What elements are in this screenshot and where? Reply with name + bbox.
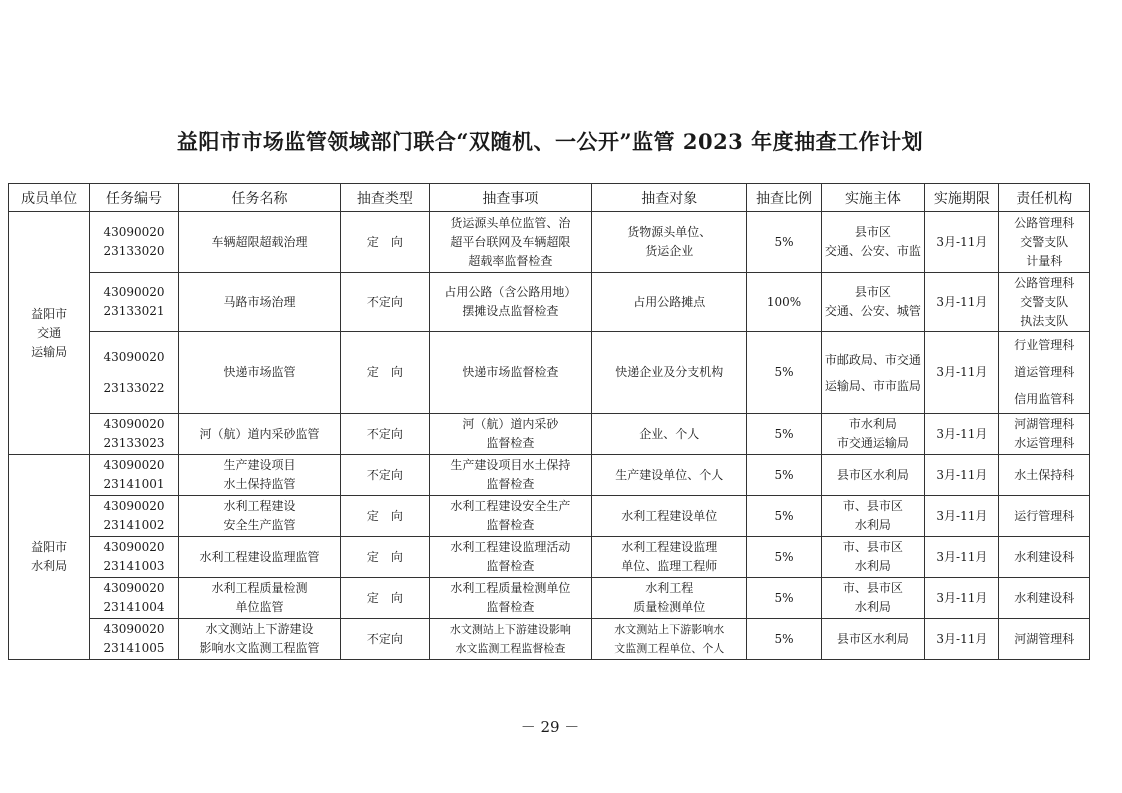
task-name: 马路市场治理: [178, 273, 341, 332]
responsible: 公路管理科 交警支队 计量科: [999, 212, 1090, 273]
period: 3月-11月: [925, 212, 999, 273]
check-type: 定 向: [341, 212, 429, 273]
check-type: 不定向: [341, 414, 429, 455]
task-name: 水文测站上下游建设 影响水文监测工程监管: [178, 619, 341, 660]
task-name: 水利工程建设监理监管: [178, 537, 341, 578]
task-code: 43090020 23141004: [90, 578, 178, 619]
check-item: 快递市场监督检查: [429, 332, 592, 414]
header-check-ratio: 抽查比例: [747, 184, 821, 212]
header-check-type: 抽查类型: [341, 184, 429, 212]
implementer: 市、县市区 水利局: [821, 496, 925, 537]
implementer: 县市区 交通、公安、城管: [821, 273, 925, 332]
check-ratio: 5%: [747, 414, 821, 455]
implementer: 县市区 交通、公安、市监: [821, 212, 925, 273]
check-type: 定 向: [341, 496, 429, 537]
check-ratio: 5%: [747, 332, 821, 414]
check-target: 生产建设单位、个人: [592, 455, 747, 496]
check-item: 货运源头单位监管、治 超平台联网及车辆超限 超载率监督检查: [429, 212, 592, 273]
check-type: 不定向: [341, 273, 429, 332]
task-name: 水利工程质量检测 单位监管: [178, 578, 341, 619]
check-item: 水利工程建设监理活动 监督检查: [429, 537, 592, 578]
check-ratio: 5%: [747, 212, 821, 273]
task-name: 生产建设项目 水土保持监管: [178, 455, 341, 496]
check-target: 水利工程 质量检测单位: [592, 578, 747, 619]
task-code: 43090020 23141002: [90, 496, 178, 537]
check-target: 水利工程建设单位: [592, 496, 747, 537]
check-target: 快递企业及分支机构: [592, 332, 747, 414]
check-type: 不定向: [341, 455, 429, 496]
header-member-unit: 成员单位: [9, 184, 90, 212]
implementer: 市邮政局、市交通 运输局、市市监局: [821, 332, 925, 414]
header-period: 实施期限: [925, 184, 999, 212]
check-type: 不定向: [341, 619, 429, 660]
header-check-item: 抽查事项: [429, 184, 592, 212]
responsible: 水土保持科: [999, 455, 1090, 496]
check-type: 定 向: [341, 537, 429, 578]
check-ratio: 5%: [747, 537, 821, 578]
period: 3月-11月: [925, 537, 999, 578]
check-item: 生产建设项目水土保持 监督检查: [429, 455, 592, 496]
task-code: 43090020 23133020: [90, 212, 178, 273]
period: 3月-11月: [925, 273, 999, 332]
implementer: 县市区水利局: [821, 619, 925, 660]
header-task-name: 任务名称: [178, 184, 341, 212]
task-name: 快递市场监管: [178, 332, 341, 414]
table-row: [9, 212, 1090, 273]
check-item: 河（航）道内采砂 监督检查: [429, 414, 592, 455]
responsible: 河湖管理科 水运管理科: [999, 414, 1090, 455]
member-unit-transport: 益阳市 交通 运输局: [9, 212, 90, 455]
member-unit-water: 益阳市 水利局: [9, 455, 90, 660]
table-row: [9, 332, 1090, 414]
inspection-plan-table: [8, 183, 1090, 660]
check-target: 占用公路摊点: [592, 273, 747, 332]
page-number: － 29 －: [520, 718, 580, 736]
task-code: 43090020 23133023: [90, 414, 178, 455]
implementer: 市、县市区 水利局: [821, 537, 925, 578]
implementer: 市、县市区 水利局: [821, 578, 925, 619]
task-code: 43090020 23133022: [90, 332, 178, 414]
period: 3月-11月: [925, 578, 999, 619]
header-check-target: 抽查对象: [592, 184, 747, 212]
table-row: [9, 496, 1090, 537]
implementer: 县市区水利局: [821, 455, 925, 496]
period: 3月-11月: [925, 455, 999, 496]
check-type: 定 向: [341, 332, 429, 414]
check-ratio: 5%: [747, 455, 821, 496]
check-target: 水文测站上下游影响水 文监测工程单位、个人: [592, 619, 747, 660]
check-type: 定 向: [341, 578, 429, 619]
period: 3月-11月: [925, 619, 999, 660]
period: 3月-11月: [925, 414, 999, 455]
task-name: 河（航）道内采砂监管: [178, 414, 341, 455]
task-code: 43090020 23141003: [90, 537, 178, 578]
responsible: 运行管理科: [999, 496, 1090, 537]
table-row: [9, 414, 1090, 455]
table-row: [9, 619, 1090, 660]
table-header-row: [9, 184, 1090, 212]
responsible: 水利建设科: [999, 537, 1090, 578]
period: 3月-11月: [925, 496, 999, 537]
check-target: 企业、个人: [592, 414, 747, 455]
header-task-code: 任务编号: [90, 184, 178, 212]
responsible: 公路管理科 交警支队 执法支队: [999, 273, 1090, 332]
table-row: [9, 273, 1090, 332]
responsible: 水利建设科: [999, 578, 1090, 619]
check-item: 水利工程质量检测单位 监督检查: [429, 578, 592, 619]
task-name: 车辆超限超载治理: [178, 212, 341, 273]
table-row: [9, 578, 1090, 619]
check-item: 水文测站上下游建设影响 水文监测工程监督检查: [429, 619, 592, 660]
check-target: 货物源头单位、 货运企业: [592, 212, 747, 273]
check-ratio: 5%: [747, 619, 821, 660]
task-name: 水利工程建设 安全生产监管: [178, 496, 341, 537]
task-code: 43090020 23141001: [90, 455, 178, 496]
check-ratio: 100%: [747, 273, 821, 332]
period: 3月-11月: [925, 332, 999, 414]
check-ratio: 5%: [747, 496, 821, 537]
table-row: [9, 537, 1090, 578]
check-item: 水利工程建设安全生产 监督检查: [429, 496, 592, 537]
check-item: 占用公路（含公路用地） 摆摊设点监督检查: [429, 273, 592, 332]
task-code: 43090020 23141005: [90, 619, 178, 660]
check-target: 水利工程建设监理 单位、监理工程师: [592, 537, 747, 578]
header-responsible: 责任机构: [999, 184, 1090, 212]
header-implementer: 实施主体: [821, 184, 925, 212]
table-row: [9, 455, 1090, 496]
responsible: 河湖管理科: [999, 619, 1090, 660]
responsible: 行业管理科 道运管理科 信用监管科: [999, 332, 1090, 414]
implementer: 市水利局 市交通运输局: [821, 414, 925, 455]
document-title: 益阳市市场监管领域部门联合“双随机、一公开”监管 2023 年度抽查工作计划: [176, 129, 924, 154]
task-code: 43090020 23133021: [90, 273, 178, 332]
check-ratio: 5%: [747, 578, 821, 619]
